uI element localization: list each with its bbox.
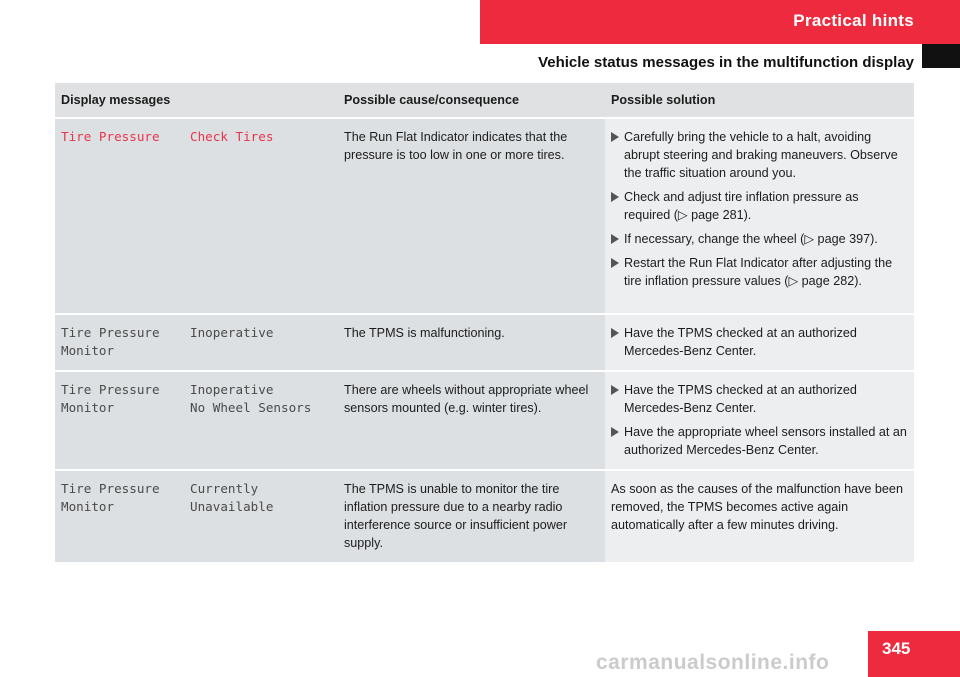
page-number: 345	[882, 639, 911, 658]
table-header-row	[55, 83, 914, 118]
arrow-right-icon	[611, 192, 619, 202]
cause-cell: The Run Flat Indicator indicates that the pressure is too low in one or more tires.	[338, 118, 605, 314]
table-row	[55, 118, 914, 314]
column-header-display-messages: Display messages	[55, 83, 338, 118]
section-title: Practical hints	[793, 11, 914, 30]
solution-cell: As soon as the causes of the malfunction have been removed, the TPMS becomes active again automatically after a few minutes driving.	[605, 470, 914, 563]
display-message-line1: Tire Pressure	[55, 118, 184, 314]
solution-step: Check and adjust tire inflation pressure as required (▷ page 281).	[611, 188, 908, 224]
cause-cell: The TPMS is malfunctioning.	[338, 314, 605, 371]
solution-step: Have the appropriate wheel sensors installed at an authorized Mercedes-Benz Center.	[611, 423, 908, 459]
cause-cell: There are wheels without appropriate wheel sensors mounted (e.g. winter tires).	[338, 371, 605, 470]
section-header-bar	[480, 0, 960, 44]
solution-step: If necessary, change the wheel (▷ page 397).	[611, 230, 908, 248]
solution-step: Restart the Run Flat Indicator after adjusting the tire inflation pressure values (▷ page 282).	[611, 254, 908, 290]
solution-cell	[605, 371, 914, 470]
header-black-tab	[922, 44, 960, 68]
cause-cell: The TPMS is unable to monitor the tire inflation pressure due to a nearby radio interference source or insufficient power supply.	[338, 470, 605, 563]
table-row	[55, 470, 914, 563]
display-message-line2: Currently Unavailable	[184, 470, 338, 563]
arrow-right-icon	[611, 234, 619, 244]
arrow-right-icon	[611, 427, 619, 437]
display-message-line2: Inoperative	[184, 314, 338, 371]
solution-step: Have the TPMS checked at an authorized Mercedes-Benz Center.	[611, 381, 908, 417]
display-message-line1: Tire Pressure Monitor	[55, 314, 184, 371]
page-number-box	[868, 631, 960, 677]
arrow-right-icon	[611, 328, 619, 338]
arrow-right-icon	[611, 132, 619, 142]
table-row	[55, 314, 914, 371]
display-message-line1: Tire Pressure Monitor	[55, 470, 184, 563]
table-row	[55, 371, 914, 470]
display-message-line2: Inoperative No Wheel Sensors	[184, 371, 338, 470]
page-subtitle: Vehicle status messages in the multifunction display	[538, 54, 914, 71]
watermark: carmanualsonline.info	[596, 651, 830, 674]
display-message-line2: Check Tires	[184, 118, 338, 314]
column-header-solution: Possible solution	[605, 83, 914, 118]
solution-cell	[605, 118, 914, 314]
status-messages-table	[55, 83, 914, 564]
display-message-line1: Tire Pressure Monitor	[55, 371, 184, 470]
solution-cell	[605, 314, 914, 371]
arrow-right-icon	[611, 258, 619, 268]
solution-step: Carefully bring the vehicle to a halt, avoiding abrupt steering and braking maneuvers. Observe the traffic situation around you.	[611, 128, 908, 182]
column-header-cause: Possible cause/consequence	[338, 83, 605, 118]
arrow-right-icon	[611, 385, 619, 395]
solution-step: Have the TPMS checked at an authorized Mercedes-Benz Center.	[611, 324, 908, 360]
